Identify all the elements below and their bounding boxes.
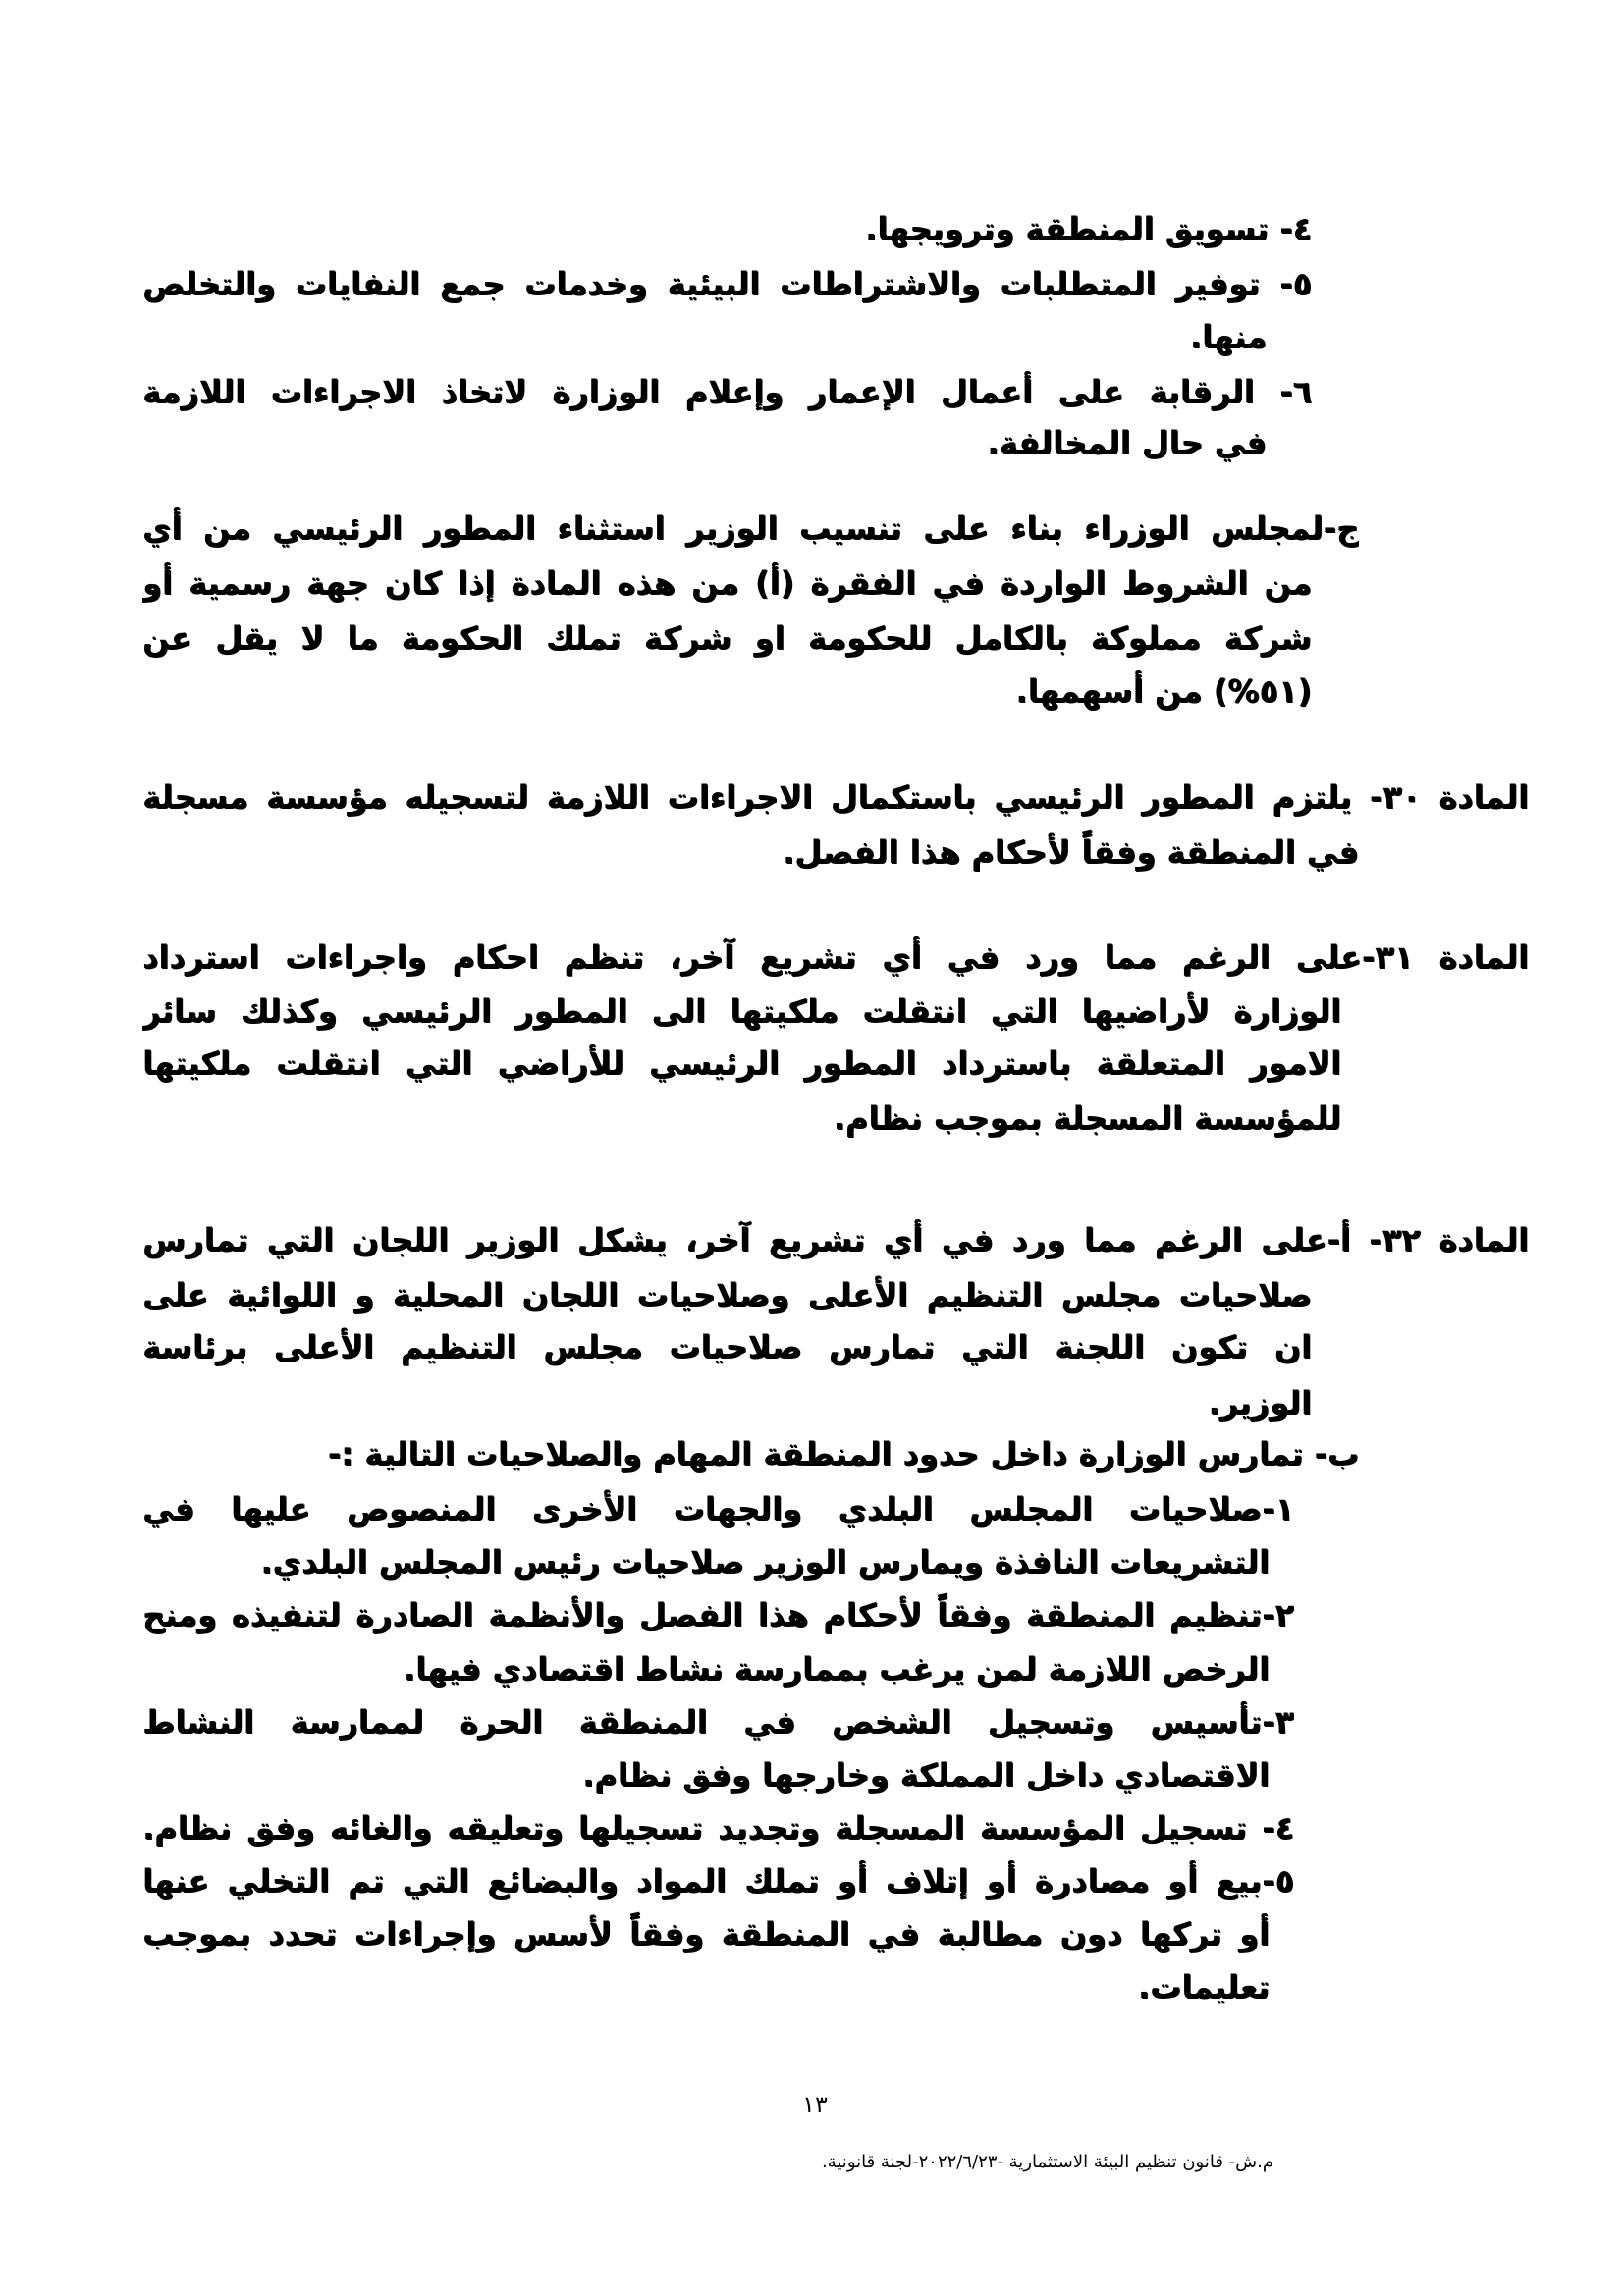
text-line: ٣-تأسيس وتسجيل الشخص في المنطقة الحرة لممارسة النشاط: [142, 1703, 1294, 1740]
text-line: أو تركها دون مطالبة في المنطقة وفقاً لأسس وإجراءات تحدد بموجب: [142, 1915, 1270, 1952]
page-footer: م.ش- قانون تنظيم البيئة الاستثمارية -٢٠٢٢/٦/٢٣-لجنة قانونية.: [822, 2152, 1273, 2172]
text-line: ج-لمجلس الوزراء بناء على تنسيب الوزير استثناء المطور الرئيسي من أي: [142, 509, 1359, 547]
text-line: الوزارة لأراضيها التي انتقلت ملكيتها الى المطور الرئيسي وكذلك سائر: [142, 992, 1341, 1030]
text-line: للمؤسسة المسجلة بموجب نظام.: [833, 1099, 1341, 1137]
article-31-heading: المادة ٣١-على الرغم مما ورد في أي تشريع آخر، تنظم احكام واجراءات استرداد: [142, 938, 1529, 976]
text-line: ان تكون اللجنة التي تمارس صلاحيات مجلس التنظيم الأعلى برئاسة: [142, 1328, 1312, 1365]
page-number: ١٣: [802, 2091, 828, 2118]
text-line: ٥- توفير المتطلبات والاشتراطات البيئية وخدمات جمع النفايات والتخلص: [142, 265, 1312, 302]
text-line: (٥١%) من أسهمها.: [1015, 672, 1312, 710]
article-30-heading: المادة ٣٠- يلتزم المطور الرئيسي باستكمال الاجراءات اللازمة لتسجيله مؤسسة مسجلة: [142, 778, 1529, 816]
text-line: في المنطقة وفقاً لأحكام هذا الفصل.: [783, 833, 1359, 871]
text-line: في حال المخالفة.: [987, 424, 1267, 461]
text-line: الامور المتعلقة باسترداد المطور الرئيسي للأراضي التي انتقلت ملكيتها: [142, 1044, 1341, 1082]
text-line: ب- تمارس الوزارة داخل حدود المنطقة المهام والصلاحيات التالية :-: [327, 1435, 1359, 1472]
text-line: ٤- تسجيل المؤسسة المسجلة وتجديد تسجيلها وتعليقه والغائه وفق نظام.: [142, 1809, 1294, 1846]
text-line: ٢-تنظيم المنطقة وفقاً لأحكام هذا الفصل والأنظمة الصادرة لتنفيذه ومنح: [142, 1596, 1294, 1633]
text-line: ١-صلاحيات المجلس البلدي والجهات الأخرى المنصوص عليها في: [142, 1490, 1294, 1527]
text-line: الاقتصادي داخل المملكة وخارجها وفق نظام.: [582, 1756, 1270, 1793]
text-line: ٦- الرقابة على أعمال الإعمار وإعلام الوزارة لاتخاذ الاجراءات اللازمة: [142, 373, 1312, 410]
text-line: من الشروط الواردة في الفقرة (أ) من هذه المادة إذا كان جهة رسمية أو: [142, 564, 1312, 602]
text-line: صلاحيات مجلس التنظيم الأعلى وصلاحيات اللجان المحلية و اللوائية على: [142, 1276, 1312, 1313]
text-line: ٥-بيع أو مصادرة أو إتلاف أو تملك المواد والبضائع التي تم التخلي عنها: [142, 1862, 1294, 1899]
text-line: الرخص اللازمة لمن يرغب بممارسة نشاط اقتصادي فيها.: [403, 1650, 1270, 1687]
text-line: شركة مملوكة بالكامل للحكومة او شركة تملك الحكومة ما لا يقل عن: [142, 619, 1312, 657]
text-line: تعليمات.: [1138, 1968, 1270, 2005]
text-line: منها.: [1189, 318, 1267, 355]
text-line: التشريعات النافذة ويمارس الوزير صلاحيات رئيس المجلس البلدي.: [260, 1543, 1270, 1580]
article-32-heading: المادة ٣٢- أ-على الرغم مما ورد في أي تشريع آخر، يشكل الوزير اللجان التي تمارس: [142, 1221, 1529, 1258]
text-line: ٤- تسويق المنطقة وترويجها.: [865, 210, 1312, 247]
text-line: الوزير.: [1208, 1384, 1312, 1421]
